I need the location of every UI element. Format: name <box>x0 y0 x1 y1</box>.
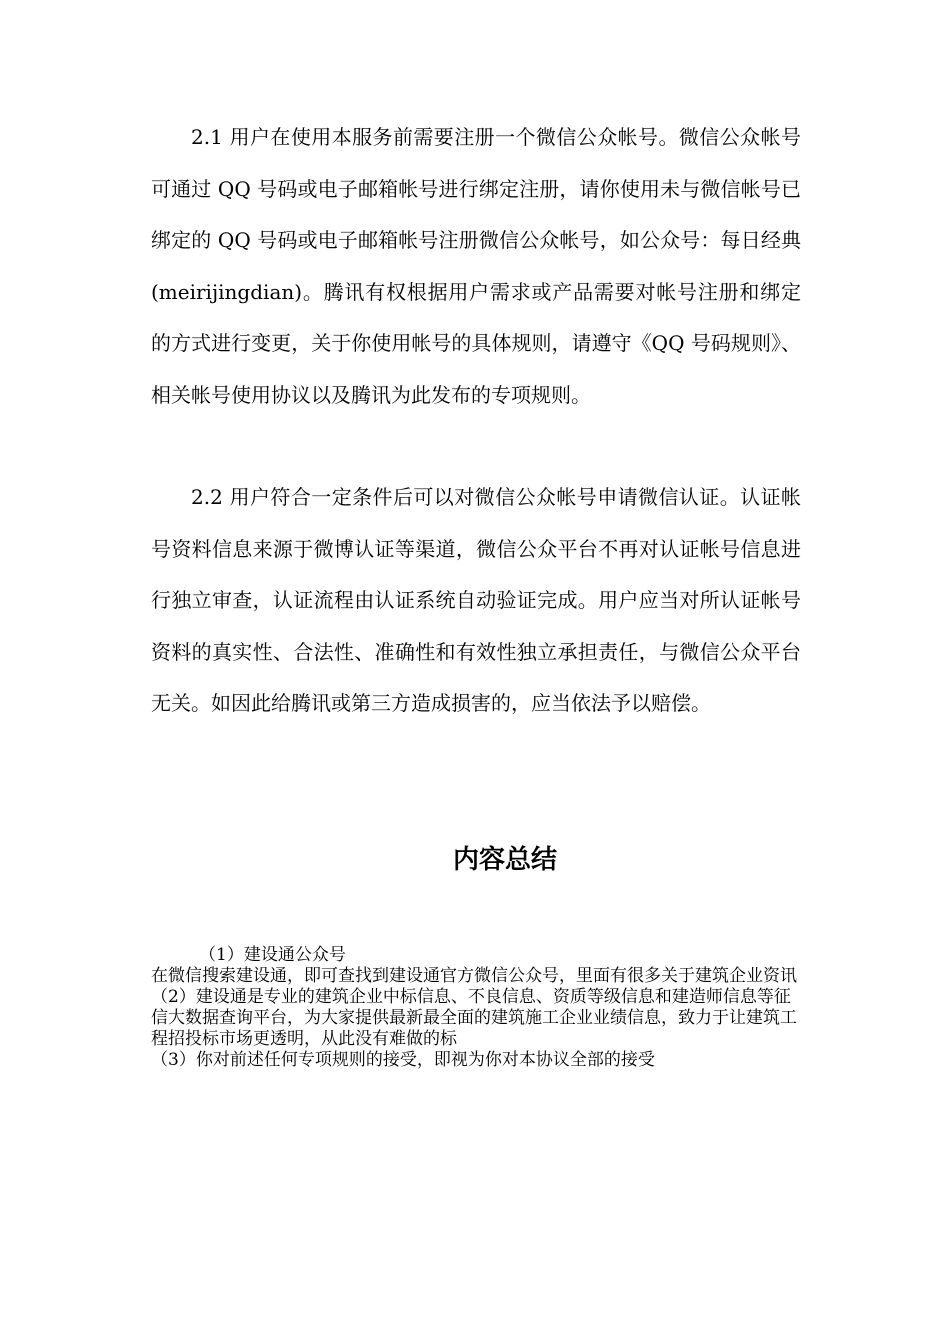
summary-item-3: （3）你对前述任何专项规则的接受，即视为你对本协议全部的接受 <box>151 1050 655 1070</box>
paragraph-2-1: 2.1 用户在使用本服务前需要注册一个微信公众帐号。微信公众帐号可通过 QQ 号码或电子邮箱帐号进行绑定注册，请你使用未与微信帐号已绑定的 QQ 号码或电子邮箱帐号注册微信公众帐号，如公众号：每日经典(meirijingdian)。腾讯有权根据用户需求或产品需要对帐号注册和绑定的方式进行变更，关于你使用帐号的具体规则，请遵守《QQ 号码规则》、相关帐号使用协议以及腾讯为此发布的专项规则。 <box>151 125 801 407</box>
summary-section <box>151 945 801 1071</box>
summary-item-1-body: 在微信搜索建设通，即可查找到建设通官方微信公众号，里面有很多关于建筑企业资讯 <box>151 966 797 986</box>
summary-title: 内容总结 <box>452 845 557 875</box>
summary-item-1-heading: （1）建设通公众号 <box>199 945 346 965</box>
paragraph-2-2: 2.2 用户符合一定条件后可以对微信公众帐号申请微信认证。认证帐号资料信息来源于微博认证等渠道，微信公众平台不再对认证帐号信息进行独立审查，认证流程由认证系统自动验证完成。用户应当对所认证帐号资料的真实性、合法性、准确性和有效性独立承担责任，与微信公众平台无关。如因此给腾讯或第三方造成损害的，应当依法予以赔偿。 <box>151 485 801 715</box>
summary-item-2: （2）建设通是专业的建筑企业中标信息、不良信息、资质等级信息和建造师信息等征信大数据查询平台，为大家提供最新最全面的建筑施工企业业绩信息，致力于让建筑工程招投标市场更透明，从此没有难做的标 <box>151 987 797 1049</box>
